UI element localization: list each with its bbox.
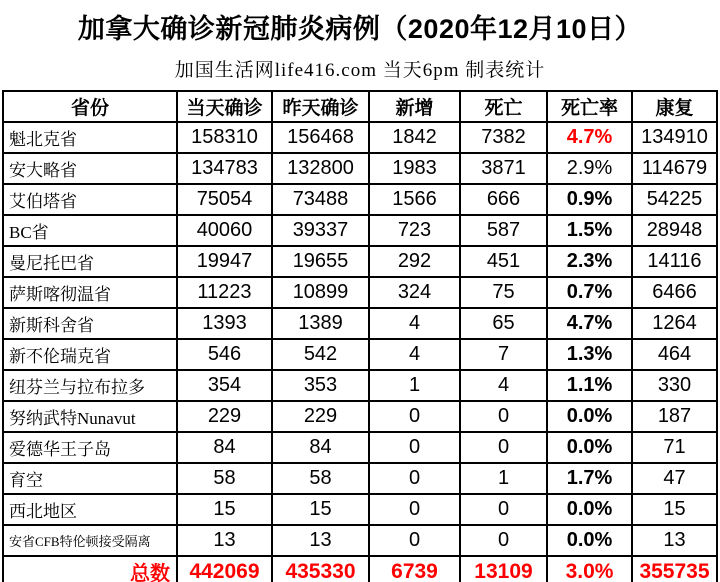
cell-today-confirmed: 58 — [177, 463, 272, 494]
table-row — [3, 401, 717, 432]
cell-yesterday-confirmed: 19655 — [272, 246, 369, 277]
page-subtitle: 加国生活网life416.com 当天6pm 制表统计 — [174, 60, 546, 81]
cell-recovered: 1264 — [632, 308, 717, 339]
cell-recovered: 13 — [632, 525, 717, 556]
cell-today-confirmed: 158310 — [177, 122, 272, 153]
cell-today-confirmed: 15 — [177, 494, 272, 525]
table-row — [3, 370, 717, 401]
cell-deaths: 0 — [460, 494, 547, 525]
cell-today-confirmed: 134783 — [177, 153, 272, 184]
cell-death-rate: 1.3% — [547, 339, 632, 370]
cell-province: 新不伦瑞克省 — [3, 339, 177, 370]
cell-death-rate: 0.0% — [547, 525, 632, 556]
cell-recovered: 114679 — [632, 153, 717, 184]
table-row — [3, 308, 717, 339]
cell-recovered: 71 — [632, 432, 717, 463]
cell-deaths: 0 — [460, 401, 547, 432]
cell-province: 萨斯喀彻温省 — [3, 277, 177, 308]
cell-yesterday-confirmed: 156468 — [272, 122, 369, 153]
cell-deaths: 451 — [460, 246, 547, 277]
cell-yesterday-confirmed: 15 — [272, 494, 369, 525]
cell-death-rate: 4.7% — [547, 308, 632, 339]
cell-province: 艾伯塔省 — [3, 184, 177, 215]
header-row — [3, 91, 717, 122]
cell-yesterday-confirmed: 1389 — [272, 308, 369, 339]
cell-today-confirmed: 75054 — [177, 184, 272, 215]
column-header-death-rate: 死亡率 — [547, 91, 632, 122]
cell-today-confirmed: 229 — [177, 401, 272, 432]
cell-today-confirmed: 1393 — [177, 308, 272, 339]
cell-recovered: 464 — [632, 339, 717, 370]
total-death-rate: 3.0% — [547, 556, 632, 582]
cell-deaths: 4 — [460, 370, 547, 401]
cell-recovered: 54225 — [632, 184, 717, 215]
cell-new-cases: 1983 — [369, 153, 460, 184]
cell-death-rate: 2.3% — [547, 246, 632, 277]
cell-province: 安大略省 — [3, 153, 177, 184]
cell-recovered: 14116 — [632, 246, 717, 277]
cell-deaths: 75 — [460, 277, 547, 308]
cell-yesterday-confirmed: 58 — [272, 463, 369, 494]
total-row — [3, 556, 717, 582]
cell-yesterday-confirmed: 13 — [272, 525, 369, 556]
cell-province: 育空 — [3, 463, 177, 494]
cell-yesterday-confirmed: 229 — [272, 401, 369, 432]
cell-province: 西北地区 — [3, 494, 177, 525]
cell-deaths: 0 — [460, 525, 547, 556]
total-province: 总数 — [3, 556, 177, 582]
cell-province: 魁北克省 — [3, 122, 177, 153]
column-header-province: 省份 — [3, 91, 177, 122]
table-row — [3, 432, 717, 463]
cell-new-cases: 4 — [369, 339, 460, 370]
cell-new-cases: 1842 — [369, 122, 460, 153]
cell-yesterday-confirmed: 542 — [272, 339, 369, 370]
cell-today-confirmed: 13 — [177, 525, 272, 556]
cell-death-rate: 0.0% — [547, 494, 632, 525]
cell-deaths: 7 — [460, 339, 547, 370]
cell-province: 努纳武特Nunavut — [3, 401, 177, 432]
cell-death-rate: 1.5% — [547, 215, 632, 246]
cell-new-cases: 723 — [369, 215, 460, 246]
column-header-recovered: 康复 — [632, 91, 717, 122]
cell-yesterday-confirmed: 73488 — [272, 184, 369, 215]
cell-new-cases: 1566 — [369, 184, 460, 215]
cell-today-confirmed: 11223 — [177, 277, 272, 308]
cell-yesterday-confirmed: 10899 — [272, 277, 369, 308]
cell-recovered: 47 — [632, 463, 717, 494]
column-header-new-cases: 新增 — [369, 91, 460, 122]
column-header-yesterday-confirmed: 昨天确诊 — [272, 91, 369, 122]
cell-death-rate: 4.7% — [547, 122, 632, 153]
cell-province: 新斯科舍省 — [3, 308, 177, 339]
cell-province: 纽芬兰与拉布拉多 — [3, 370, 177, 401]
cell-deaths: 0 — [460, 432, 547, 463]
cell-province: 爱德华王子岛 — [3, 432, 177, 463]
cell-death-rate: 0.7% — [547, 277, 632, 308]
cell-new-cases: 0 — [369, 432, 460, 463]
cell-death-rate: 1.1% — [547, 370, 632, 401]
table-row — [3, 463, 717, 494]
cell-deaths: 666 — [460, 184, 547, 215]
total-yesterday-confirmed: 435330 — [272, 556, 369, 582]
cell-recovered: 6466 — [632, 277, 717, 308]
table-row — [3, 184, 717, 215]
cell-yesterday-confirmed: 132800 — [272, 153, 369, 184]
cell-today-confirmed: 546 — [177, 339, 272, 370]
table-row — [3, 246, 717, 277]
cell-recovered: 15 — [632, 494, 717, 525]
table-row — [3, 277, 717, 308]
cell-deaths: 3871 — [460, 153, 547, 184]
page-title: 加拿大确诊新冠肺炎病例（2020年12月10日） — [77, 14, 643, 44]
cell-deaths: 7382 — [460, 122, 547, 153]
table-row — [3, 153, 717, 184]
cell-recovered: 330 — [632, 370, 717, 401]
cell-death-rate: 0.0% — [547, 432, 632, 463]
cell-death-rate: 0.0% — [547, 401, 632, 432]
cell-recovered: 134910 — [632, 122, 717, 153]
cell-new-cases: 0 — [369, 525, 460, 556]
covid-stats-table — [2, 90, 718, 582]
cell-today-confirmed: 19947 — [177, 246, 272, 277]
column-header-deaths: 死亡 — [460, 91, 547, 122]
table-row — [3, 494, 717, 525]
cell-yesterday-confirmed: 84 — [272, 432, 369, 463]
cell-deaths: 587 — [460, 215, 547, 246]
cell-new-cases: 1 — [369, 370, 460, 401]
cell-province: 曼尼托巴省 — [3, 246, 177, 277]
total-today-confirmed: 442069 — [177, 556, 272, 582]
total-new-cases: 6739 — [369, 556, 460, 582]
cell-new-cases: 292 — [369, 246, 460, 277]
table-row — [3, 525, 717, 556]
cell-deaths: 1 — [460, 463, 547, 494]
cell-today-confirmed: 40060 — [177, 215, 272, 246]
cell-recovered: 28948 — [632, 215, 717, 246]
total-recovered: 355735 — [632, 556, 717, 582]
cell-province: BC省 — [3, 215, 177, 246]
cell-death-rate: 1.7% — [547, 463, 632, 494]
cell-today-confirmed: 354 — [177, 370, 272, 401]
cell-yesterday-confirmed: 353 — [272, 370, 369, 401]
cell-today-confirmed: 84 — [177, 432, 272, 463]
cell-new-cases: 0 — [369, 494, 460, 525]
cell-death-rate: 0.9% — [547, 184, 632, 215]
table-row — [3, 339, 717, 370]
column-header-today-confirmed: 当天确诊 — [177, 91, 272, 122]
cell-recovered: 187 — [632, 401, 717, 432]
table-row — [3, 122, 717, 153]
cell-new-cases: 0 — [369, 463, 460, 494]
cell-new-cases: 0 — [369, 401, 460, 432]
total-deaths: 13109 — [460, 556, 547, 582]
table-row — [3, 215, 717, 246]
cell-new-cases: 324 — [369, 277, 460, 308]
cell-new-cases: 4 — [369, 308, 460, 339]
cell-death-rate: 2.9% — [547, 153, 632, 184]
cell-yesterday-confirmed: 39337 — [272, 215, 369, 246]
cell-province: 安省CFB特伦顿接受隔离 — [3, 525, 177, 556]
cell-deaths: 65 — [460, 308, 547, 339]
